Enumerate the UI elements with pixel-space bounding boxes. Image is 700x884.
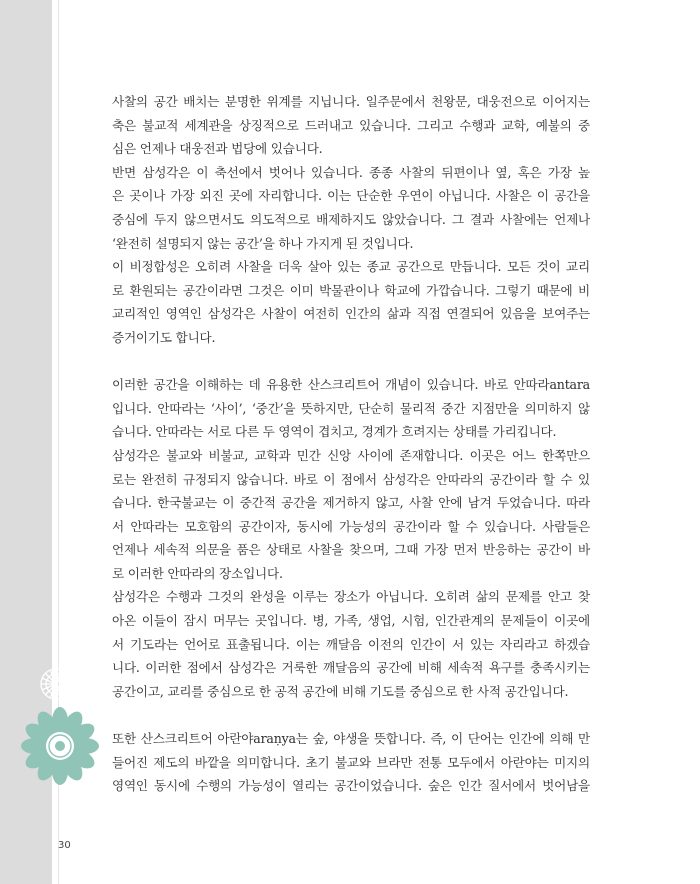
- text-line: 은 곳이나 가장 외진 곳에 자리합니다. 이는 단순한 우연이 아닙니다. 사찰은 이 공간을: [112, 188, 590, 204]
- text-line: 사찰의 공간 배치는 분명한 위계를 지닙니다. 일주문에서 천왕문, 대웅전으로 이어지는: [112, 94, 590, 109]
- lotus-flower-large-icon: [20, 706, 100, 786]
- paragraph: [112, 255, 590, 349]
- text-line: 삼성각은 불교와 비불교, 교학과 민간 신앙 사이에 존재합니다. 이곳은 어느 한쪽만으: [112, 447, 590, 463]
- text-line: 심은 언제나 대웅전과 법당에 있습니다.: [112, 141, 323, 157]
- text-line: 교리적인 영역인 삼성각은 사찰이 여전히 인간의 삶과 직접 연결되어 있음을 보여주는: [112, 306, 590, 322]
- paragraph: [112, 373, 590, 444]
- text-line: 습니다. 한국불교는 이 중간적 공간을 제거하지 않고, 사찰 안에 남겨 두었습니다. 따라: [112, 495, 590, 511]
- text-line: 증거이기도 합니다.: [112, 329, 216, 345]
- paragraph-gap: [112, 350, 590, 374]
- text-line: 축은 불교적 세계관을 상징적으로 드러내고 있습니다. 그리고 수행과 교학, 예불의 중: [112, 117, 590, 133]
- text-line: 중심에 두지 않으면서도 의도적으로 배제하지도 않았습니다. 그 결과 사찰에는 언제나: [112, 211, 590, 227]
- page-number: 30: [58, 840, 71, 851]
- body-text: [112, 90, 590, 798]
- text-line: 서 기도라는 언어로 표출됩니다. 이는 깨달음 이전의 인간이 서 있는 자리라고 하겠습: [112, 636, 590, 652]
- text-line: ‘완전히 설명되지 않는 공간’을 하나 가지게 된 것입니다.: [112, 235, 414, 251]
- text-line: 이 비정합성은 오히려 사찰을 더욱 살아 있는 종교 공간으로 만듭니다. 모든 것이 교리: [112, 259, 590, 275]
- text-line: 삼성각은 수행과 그것의 완성을 이루는 장소가 아닙니다. 오히려 삶의 문제를 안고 찾: [112, 589, 590, 605]
- text-line: 니다. 이러한 점에서 삼성각은 거룩한 깨달음의 공간에 비해 세속적 욕구를 충족시키는: [112, 660, 590, 676]
- text-line: 공간이고, 교리를 중심으로 한 공적 공간에 비해 기도를 중심으로 한 사적 공간입니다.: [112, 683, 569, 699]
- text-line: 아온 이들이 잠시 머무는 곳입니다. 병, 가족, 생업, 시험, 인간관계의 문제들이 이곳에: [112, 613, 590, 629]
- text-line: 로는 완전히 규정되지 않습니다. 바로 이 점에서 삼성각은 안따라의 공간이라 할 수 있: [112, 471, 590, 487]
- lotus-flower-small-icon: [36, 664, 76, 704]
- text-line: 반면 삼성각은 이 축선에서 벗어나 있습니다. 종종 사찰의 뒤편이나 옆, 혹은 가장 높: [112, 164, 590, 180]
- paragraph: [112, 444, 590, 586]
- text-line: 들어진 제도의 바깥을 의미합니다. 초기 불교와 브라만 전통 모두에서 아란야는 미지의: [112, 754, 590, 770]
- text-line: 또한 산스크리트어 아란야araṇya는 숲, 야생을 뜻합니다. 즉, 이 단어는 인간에 의해 만: [112, 731, 590, 747]
- paragraph-gap: [112, 703, 590, 727]
- paragraph: [112, 90, 590, 161]
- text-line: 서 안따라는 모호함의 공간이자, 동시에 가능성의 공간이라 할 수 있습니다. 사람들은: [112, 518, 590, 534]
- text-line: 언제나 세속적 의문을 품은 상태로 사찰을 찾으며, 그때 가장 먼저 반응하는 공간이 바: [112, 542, 590, 558]
- text-line: 이러한 공간을 이해하는 데 유용한 산스크리트어 개념이 있습니다. 바로 안따라antara: [112, 377, 590, 393]
- paragraph: [112, 161, 590, 255]
- text-line: 습니다. 안따라는 서로 다른 두 영역이 겹치고, 경계가 흐려지는 상태를 가리킵니다.: [112, 424, 557, 440]
- paragraph: [112, 727, 590, 798]
- paragraph: [112, 585, 590, 703]
- text-line: 로 환원되는 공간이라면 그것은 이미 박물관이나 학교에 가깝습니다. 그렇기 때문에 비: [112, 282, 590, 298]
- text-line: 입니다. 안따라는 ‘사이’, ‘중간’을 뜻하지만, 단순히 물리적 중간 지점만을 의미하지 않: [112, 400, 590, 416]
- text-line: 로 이러한 안따라의 장소입니다.: [112, 565, 283, 581]
- text-line: 영역인 동시에 수행의 가능성이 열리는 공간이었습니다. 숲은 인간 질서에서 벗어남을: [112, 778, 590, 794]
